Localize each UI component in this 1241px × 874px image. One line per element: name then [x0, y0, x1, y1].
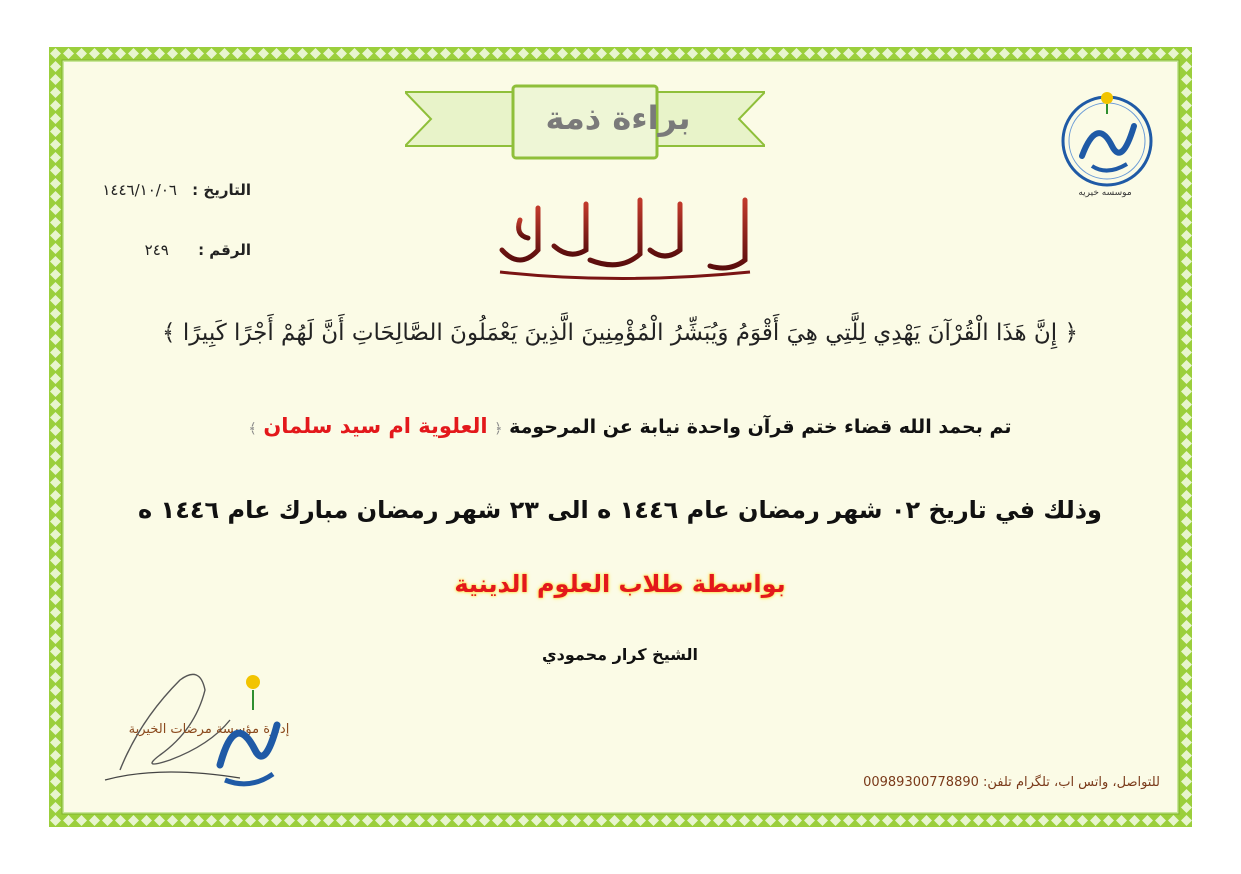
- performed-by: بواسطة طلاب العلوم الدينية: [454, 570, 786, 598]
- stamp-logo: [205, 670, 285, 795]
- ornament-open: ﴿: [494, 421, 503, 437]
- number-row: [145, 241, 251, 259]
- quran-verse: ﴿ إِنَّ هَذَا الْقُرْآنَ يَهْدِي لِلَّتِي هِيَ أَقْوَمُ وَيُبَشِّرُ الْمُؤْمِنِينَ الَّذِينَ يَعْمَلُونَ الصَّالِحَاتِ أَنَّ لَهُمْ أَجْرًا كَبِيرًا ﴾: [162, 320, 1078, 346]
- sheikh-name: الشيخ كرار محمودي: [542, 645, 698, 664]
- date-label: التاريخ :: [192, 181, 251, 199]
- certificate-title: براءة ذمة: [545, 99, 691, 137]
- number-label: الرقم :: [198, 241, 251, 259]
- management-label: إدارة مؤسسة مرضات الخيرية: [128, 722, 290, 737]
- completion-text: تم بحمد الله قضاء ختم قرآن واحدة نيابة عن المرحومة: [509, 416, 1012, 438]
- contact-label: للتواصل، واتس اب، تلگرام تلفن:: [983, 775, 1160, 790]
- date-range-statement: وذلك في تاريخ ٠٢ شهر رمضان عام ١٤٤٦ ه الى ٢٣ شهر رمضان مبارك عام ١٤٤٦ ه: [138, 496, 1102, 524]
- contact-phone: 00989300778890: [863, 775, 979, 790]
- completion-statement: [190, 414, 1070, 438]
- date-value: ١٤٤٦/١٠/٠٦: [102, 181, 177, 199]
- deceased-name: العلوية ام سيد سلمان: [263, 414, 488, 438]
- ornament-close: ﴾: [248, 421, 257, 437]
- contact-info: [770, 775, 1160, 790]
- basmala-calligraphy: [490, 180, 760, 290]
- number-value: ٢٤٩: [144, 241, 169, 259]
- logo-caption: موسسه خيريه: [1078, 188, 1132, 198]
- date-row: [102, 181, 251, 199]
